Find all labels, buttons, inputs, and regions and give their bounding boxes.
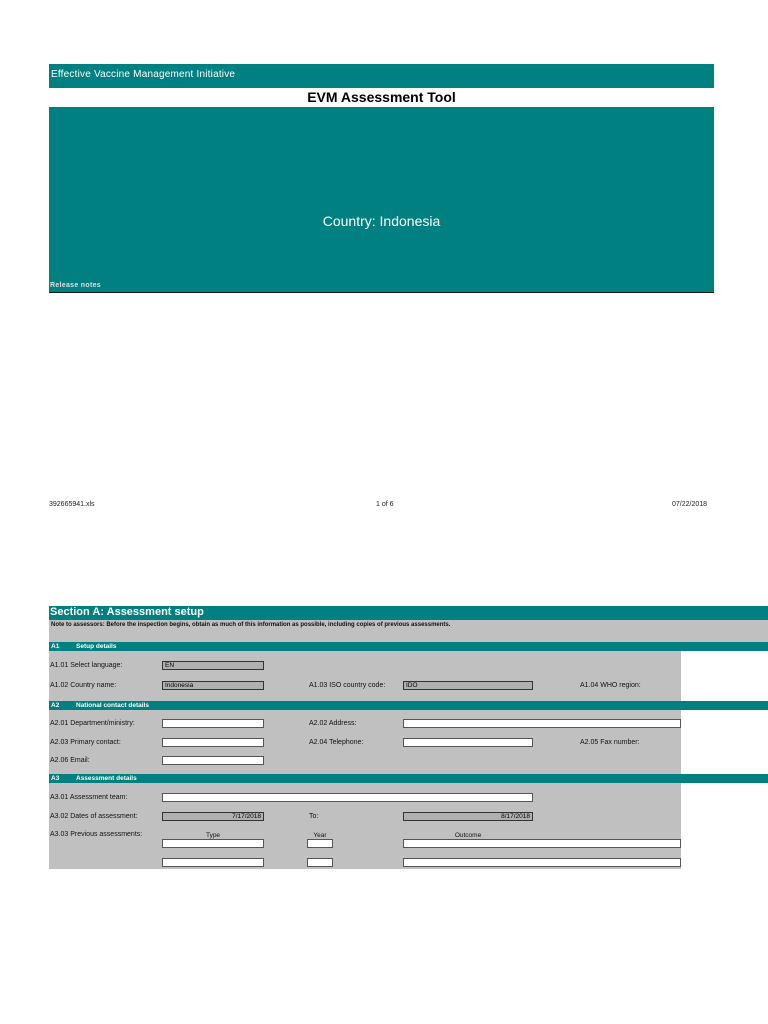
department-field[interactable]	[162, 719, 264, 728]
divider	[49, 292, 714, 293]
a3-03-label: A3.03 Previous assessments:	[50, 831, 143, 838]
telephone-field[interactable]	[403, 738, 533, 747]
date-from-field[interactable]: 7/17/2018	[162, 812, 264, 821]
a2-01-label: A2.01 Department/ministry:	[50, 720, 135, 727]
country-name-field[interactable]: Indonesia	[162, 681, 264, 690]
footer-date: 07/22/2018	[672, 501, 708, 508]
col-type-header: Type	[205, 832, 221, 839]
a2-02-label: A2.02 Address:	[309, 720, 357, 727]
a1-body	[49, 651, 681, 701]
prev-type-field-2[interactable]	[162, 858, 264, 867]
initiative-bar	[49, 64, 714, 88]
tool-title: EVM Assessment Tool	[307, 89, 456, 105]
prev-year-field-1[interactable]	[307, 839, 333, 848]
prev-outcome-field-2[interactable]	[403, 858, 681, 867]
initiative-title: Effective Vaccine Management Initiative	[51, 69, 236, 80]
footer-filename: 392665941.xls	[49, 501, 95, 508]
footer-page-number: 1 of 6	[376, 501, 394, 508]
country-banner	[49, 107, 714, 281]
release-notes-bar[interactable]	[49, 281, 714, 292]
a1-label: Setup details	[76, 643, 117, 650]
a1-04-label: A1.04 WHO region:	[580, 682, 641, 689]
a3-code: A3	[51, 775, 60, 782]
col-year-header: Year	[313, 832, 327, 839]
a2-label: National contact details	[76, 702, 149, 709]
a1-01-label: A1.01 Select language:	[50, 662, 123, 669]
a3-02-label: A3.02 Dates of assessment:	[50, 813, 138, 820]
assessor-note	[49, 620, 768, 642]
a2-body	[49, 710, 681, 774]
address-field[interactable]	[403, 719, 681, 728]
section-a-title: Section A: Assessment setup	[50, 606, 204, 618]
a1-code: A1	[51, 643, 60, 650]
prev-year-field-2[interactable]	[307, 858, 333, 867]
a1-03-label: A1.03 ISO country code:	[309, 682, 386, 689]
primary-contact-field[interactable]	[162, 738, 264, 747]
country-label: Country: Indonesia	[322, 213, 441, 229]
a2-code: A2	[51, 702, 60, 709]
email-field[interactable]	[162, 756, 264, 765]
a3-body	[49, 783, 681, 869]
date-to-label: To:	[309, 813, 319, 820]
a2-04-label: A2.04 Telephone:	[309, 739, 364, 746]
prev-outcome-field-1[interactable]	[403, 839, 681, 848]
a3-01-label: A3.01 Assessment team:	[50, 794, 128, 801]
col-outcome-header: Outcome	[454, 832, 482, 839]
a2-header	[49, 701, 768, 710]
section-a-header	[49, 606, 768, 620]
a3-header	[49, 774, 768, 783]
date-to-field[interactable]: 8/17/2018	[403, 812, 533, 821]
assessor-note-text: Note to assessors: Before the inspection begins, obtain as much of this information as possible, including copies of previous assessments.	[51, 622, 451, 628]
prev-type-field-1[interactable]	[162, 839, 264, 848]
iso-code-field[interactable]: IDO	[403, 681, 533, 690]
a1-header	[49, 642, 768, 651]
release-notes-link[interactable]: Release notes	[50, 282, 101, 289]
a3-label: Assessment details	[76, 775, 137, 782]
language-select[interactable]: EN	[162, 661, 264, 670]
a2-05-label: A2.05 Fax number:	[580, 739, 640, 746]
a2-03-label: A2.03 Primary contact:	[50, 739, 121, 746]
a2-06-label: A2.06 Email:	[50, 757, 90, 764]
assessment-team-field[interactable]	[162, 793, 533, 802]
a1-02-label: A1.02 Country name:	[50, 682, 117, 689]
